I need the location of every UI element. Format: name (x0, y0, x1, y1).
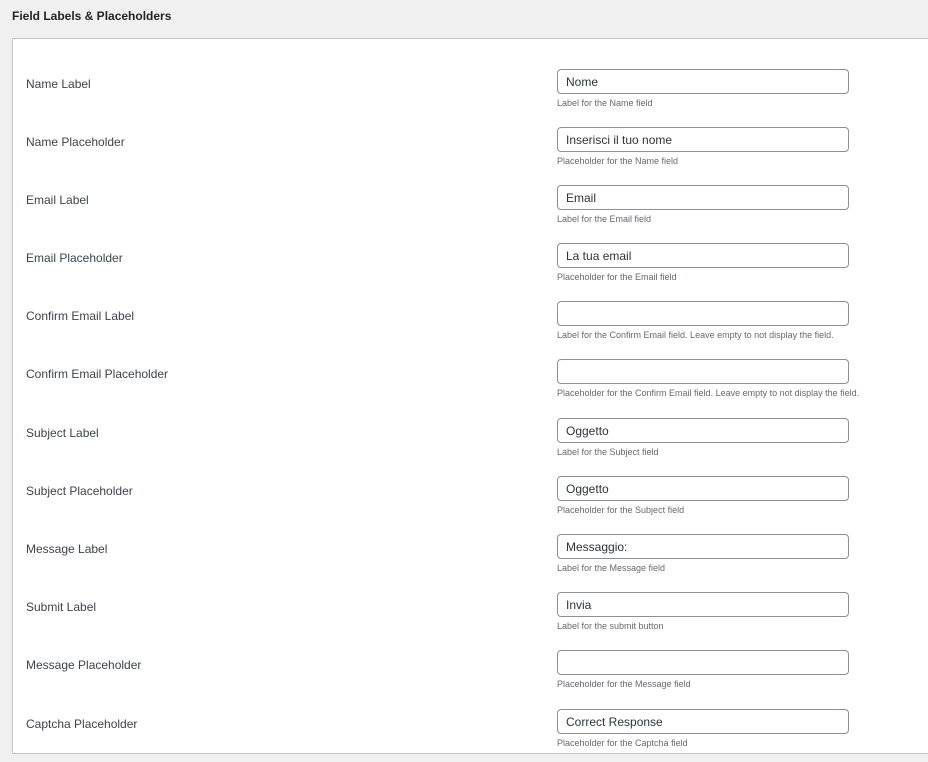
field-label: Captcha Placeholder (26, 717, 138, 731)
field-label: Confirm Email Placeholder (26, 367, 169, 381)
field-label: Name Placeholder (26, 135, 125, 149)
field-row-subject-label (13, 400, 928, 458)
field-row-subject-placeholder (13, 458, 928, 516)
confirm-email-label-input[interactable] (557, 301, 849, 326)
field-description: Label for the Email field (557, 214, 652, 224)
section-title: Field Labels & Placeholders (12, 9, 172, 23)
field-description: Label for the Confirm Email field. Leave empty to not display the field. (557, 330, 834, 340)
field-row-message-placeholder (13, 632, 928, 690)
field-description: Placeholder for the Confirm Email field. Leave empty to not display the field. (557, 388, 860, 398)
field-row-email-placeholder (13, 225, 928, 283)
field-label: Submit Label (26, 600, 97, 614)
field-label: Name Label (26, 77, 91, 91)
field-row-confirm-email-placeholder (13, 341, 928, 399)
field-row-email-label (13, 167, 928, 225)
confirm-email-placeholder-input[interactable] (557, 359, 849, 384)
field-description: Placeholder for the Subject field (557, 505, 685, 515)
field-description: Label for the Message field (557, 563, 666, 573)
field-description: Label for the Subject field (557, 447, 659, 457)
field-label: Subject Label (26, 426, 99, 440)
subject-placeholder-input[interactable] (557, 476, 849, 501)
field-label: Message Placeholder (26, 658, 142, 672)
email-label-input[interactable] (557, 185, 849, 210)
message-placeholder-input[interactable] (557, 650, 849, 675)
field-row-message-label (13, 516, 928, 574)
field-row-captcha-placeholder (13, 691, 928, 749)
field-label: Subject Placeholder (26, 484, 133, 498)
field-label: Message Label (26, 542, 108, 556)
email-placeholder-input[interactable] (557, 243, 849, 268)
field-description: Placeholder for the Name field (557, 156, 679, 166)
field-description: Label for the Name field (557, 98, 653, 108)
name-label-input[interactable] (557, 69, 849, 94)
field-row-confirm-email-label (13, 283, 928, 341)
field-row-name-placeholder (13, 109, 928, 167)
field-description: Label for the submit button (557, 621, 664, 631)
field-label: Email Label (26, 193, 89, 207)
subject-label-input[interactable] (557, 418, 849, 443)
field-description: Placeholder for the Message field (557, 679, 691, 689)
settings-panel (12, 38, 928, 754)
field-label: Confirm Email Label (26, 309, 135, 323)
field-row-submit-label (13, 574, 928, 632)
captcha-placeholder-input[interactable] (557, 709, 849, 734)
field-label: Email Placeholder (26, 251, 123, 265)
message-label-input[interactable] (557, 534, 849, 559)
submit-label-input[interactable] (557, 592, 849, 617)
name-placeholder-input[interactable] (557, 127, 849, 152)
field-row-name-label (13, 51, 928, 109)
field-description: Placeholder for the Email field (557, 272, 677, 282)
field-description: Placeholder for the Captcha field (557, 738, 688, 748)
